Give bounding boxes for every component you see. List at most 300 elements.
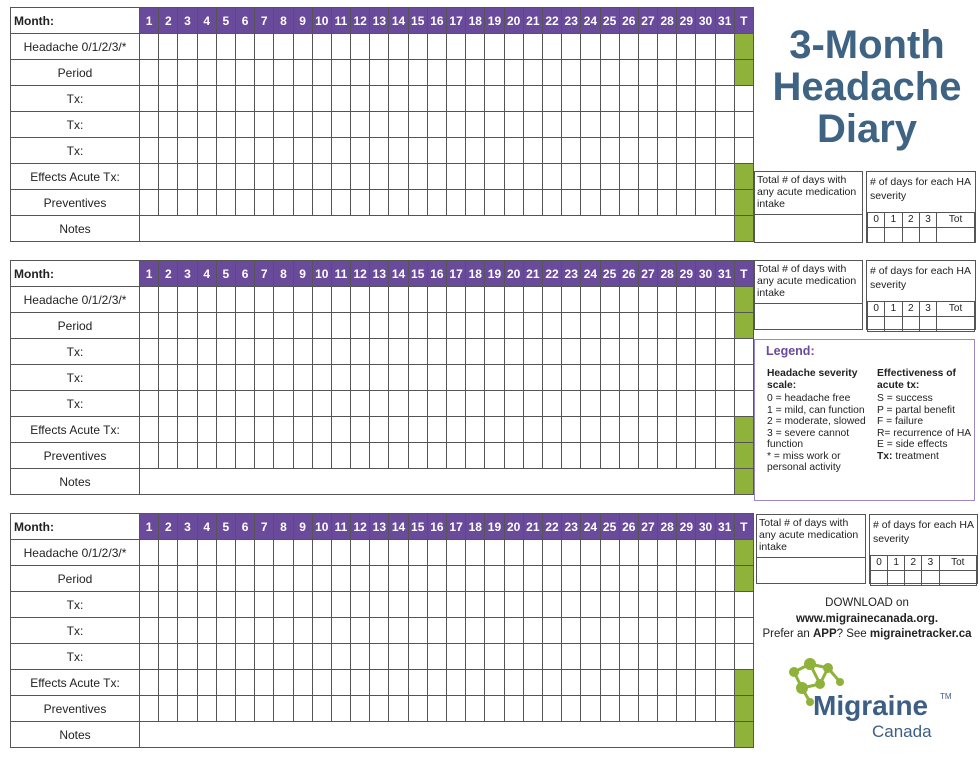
day-cell[interactable] [504, 138, 523, 164]
day-cell[interactable] [485, 696, 504, 722]
day-cell[interactable] [523, 365, 542, 391]
day-cell[interactable] [293, 618, 312, 644]
day-cell[interactable] [216, 313, 235, 339]
day-cell[interactable] [504, 190, 523, 216]
day-cell[interactable] [159, 287, 178, 313]
day-cell[interactable] [178, 618, 197, 644]
day-cell[interactable] [197, 190, 216, 216]
day-cell[interactable] [312, 60, 331, 86]
day-cell[interactable] [408, 644, 427, 670]
day-cell[interactable] [293, 86, 312, 112]
day-cell[interactable] [331, 60, 350, 86]
day-cell[interactable] [523, 112, 542, 138]
day-cell[interactable] [715, 417, 734, 443]
day-cell[interactable] [562, 618, 581, 644]
day-cell[interactable] [159, 618, 178, 644]
day-cell[interactable] [370, 618, 389, 644]
day-cell[interactable] [370, 391, 389, 417]
day-cell[interactable] [600, 34, 619, 60]
day-cell[interactable] [619, 313, 638, 339]
day-cell[interactable] [677, 60, 696, 86]
severity-count-cell[interactable] [902, 228, 919, 243]
day-cell[interactable] [159, 417, 178, 443]
day-cell[interactable] [427, 417, 446, 443]
day-cell[interactable] [427, 339, 446, 365]
day-cell[interactable] [293, 443, 312, 469]
day-cell[interactable] [216, 112, 235, 138]
day-cell[interactable] [389, 60, 408, 86]
day-cell[interactable] [178, 391, 197, 417]
day-cell[interactable] [235, 164, 254, 190]
total-cell[interactable] [734, 391, 753, 417]
day-cell[interactable] [696, 670, 715, 696]
day-cell[interactable] [408, 540, 427, 566]
day-cell[interactable] [197, 696, 216, 722]
day-cell[interactable] [600, 190, 619, 216]
day-cell[interactable] [562, 644, 581, 670]
day-cell[interactable] [408, 287, 427, 313]
day-cell[interactable] [159, 60, 178, 86]
day-cell[interactable] [197, 566, 216, 592]
day-cell[interactable] [389, 190, 408, 216]
day-cell[interactable] [140, 540, 159, 566]
day-cell[interactable] [485, 86, 504, 112]
day-cell[interactable] [274, 365, 293, 391]
day-cell[interactable] [408, 190, 427, 216]
day-cell[interactable] [255, 540, 274, 566]
day-cell[interactable] [523, 592, 542, 618]
day-cell[interactable] [235, 313, 254, 339]
day-cell[interactable] [178, 138, 197, 164]
day-cell[interactable] [408, 112, 427, 138]
day-cell[interactable] [197, 644, 216, 670]
day-cell[interactable] [255, 365, 274, 391]
day-cell[interactable] [523, 190, 542, 216]
day-cell[interactable] [427, 365, 446, 391]
day-cell[interactable] [312, 190, 331, 216]
day-cell[interactable] [140, 112, 159, 138]
day-cell[interactable] [485, 618, 504, 644]
total-cell[interactable] [734, 722, 753, 748]
day-cell[interactable] [216, 164, 235, 190]
day-cell[interactable] [178, 644, 197, 670]
day-cell[interactable] [523, 566, 542, 592]
day-cell[interactable] [677, 417, 696, 443]
day-cell[interactable] [216, 592, 235, 618]
day-cell[interactable] [638, 592, 657, 618]
total-cell[interactable] [734, 443, 753, 469]
day-cell[interactable] [216, 190, 235, 216]
total-cell[interactable] [734, 86, 753, 112]
day-cell[interactable] [159, 339, 178, 365]
day-cell[interactable] [351, 287, 370, 313]
day-cell[interactable] [140, 696, 159, 722]
day-cell[interactable] [351, 618, 370, 644]
day-cell[interactable] [581, 86, 600, 112]
day-cell[interactable] [408, 592, 427, 618]
day-cell[interactable] [274, 313, 293, 339]
day-cell[interactable] [331, 365, 350, 391]
day-cell[interactable] [235, 34, 254, 60]
day-cell[interactable] [235, 443, 254, 469]
day-cell[interactable] [562, 443, 581, 469]
day-cell[interactable] [389, 566, 408, 592]
day-cell[interactable] [523, 417, 542, 443]
day-cell[interactable] [197, 287, 216, 313]
day-cell[interactable] [427, 566, 446, 592]
day-cell[interactable] [178, 60, 197, 86]
day-cell[interactable] [542, 592, 561, 618]
day-cell[interactable] [447, 696, 466, 722]
day-cell[interactable] [658, 696, 677, 722]
day-cell[interactable] [696, 287, 715, 313]
day-cell[interactable] [293, 138, 312, 164]
day-cell[interactable] [235, 138, 254, 164]
day-cell[interactable] [485, 112, 504, 138]
day-cell[interactable] [619, 164, 638, 190]
day-cell[interactable] [696, 138, 715, 164]
day-cell[interactable] [274, 34, 293, 60]
notes-cell[interactable] [140, 722, 735, 748]
day-cell[interactable] [542, 391, 561, 417]
day-cell[interactable] [293, 313, 312, 339]
severity-count-cell[interactable] [939, 571, 977, 586]
day-cell[interactable] [581, 592, 600, 618]
day-cell[interactable] [389, 339, 408, 365]
day-cell[interactable] [523, 287, 542, 313]
day-cell[interactable] [235, 618, 254, 644]
day-cell[interactable] [408, 138, 427, 164]
day-cell[interactable] [658, 417, 677, 443]
day-cell[interactable] [715, 60, 734, 86]
day-cell[interactable] [619, 190, 638, 216]
day-cell[interactable] [658, 112, 677, 138]
day-cell[interactable] [159, 365, 178, 391]
day-cell[interactable] [408, 313, 427, 339]
day-cell[interactable] [389, 112, 408, 138]
day-cell[interactable] [312, 164, 331, 190]
day-cell[interactable] [274, 339, 293, 365]
day-cell[interactable] [447, 190, 466, 216]
day-cell[interactable] [600, 566, 619, 592]
day-cell[interactable] [197, 138, 216, 164]
day-cell[interactable] [504, 365, 523, 391]
day-cell[interactable] [658, 391, 677, 417]
day-cell[interactable] [638, 34, 657, 60]
day-cell[interactable] [408, 34, 427, 60]
day-cell[interactable] [638, 566, 657, 592]
day-cell[interactable] [715, 138, 734, 164]
day-cell[interactable] [485, 287, 504, 313]
day-cell[interactable] [581, 365, 600, 391]
day-cell[interactable] [447, 592, 466, 618]
day-cell[interactable] [197, 391, 216, 417]
day-cell[interactable] [696, 391, 715, 417]
total-cell[interactable] [734, 60, 753, 86]
day-cell[interactable] [370, 644, 389, 670]
day-cell[interactable] [274, 417, 293, 443]
day-cell[interactable] [159, 190, 178, 216]
day-cell[interactable] [581, 60, 600, 86]
day-cell[interactable] [351, 164, 370, 190]
day-cell[interactable] [159, 540, 178, 566]
day-cell[interactable] [619, 618, 638, 644]
day-cell[interactable] [523, 34, 542, 60]
day-cell[interactable] [581, 644, 600, 670]
day-cell[interactable] [274, 60, 293, 86]
day-cell[interactable] [696, 696, 715, 722]
day-cell[interactable] [427, 34, 446, 60]
day-cell[interactable] [312, 540, 331, 566]
day-cell[interactable] [178, 190, 197, 216]
day-cell[interactable] [197, 670, 216, 696]
day-cell[interactable] [408, 60, 427, 86]
day-cell[interactable] [197, 164, 216, 190]
day-cell[interactable] [542, 164, 561, 190]
day-cell[interactable] [312, 339, 331, 365]
day-cell[interactable] [370, 112, 389, 138]
day-cell[interactable] [581, 443, 600, 469]
day-cell[interactable] [370, 138, 389, 164]
day-cell[interactable] [351, 566, 370, 592]
day-cell[interactable] [159, 391, 178, 417]
day-cell[interactable] [447, 566, 466, 592]
day-cell[interactable] [178, 540, 197, 566]
day-cell[interactable] [159, 34, 178, 60]
day-cell[interactable] [619, 644, 638, 670]
severity-count-cell[interactable] [937, 317, 975, 332]
day-cell[interactable] [619, 60, 638, 86]
day-cell[interactable] [638, 287, 657, 313]
day-cell[interactable] [389, 417, 408, 443]
day-cell[interactable] [677, 164, 696, 190]
day-cell[interactable] [312, 443, 331, 469]
day-cell[interactable] [197, 417, 216, 443]
day-cell[interactable] [715, 190, 734, 216]
day-cell[interactable] [140, 60, 159, 86]
day-cell[interactable] [447, 540, 466, 566]
day-cell[interactable] [370, 592, 389, 618]
day-cell[interactable] [255, 443, 274, 469]
day-cell[interactable] [331, 417, 350, 443]
day-cell[interactable] [485, 60, 504, 86]
day-cell[interactable] [235, 339, 254, 365]
day-cell[interactable] [216, 644, 235, 670]
day-cell[interactable] [351, 365, 370, 391]
day-cell[interactable] [466, 60, 485, 86]
day-cell[interactable] [389, 287, 408, 313]
day-cell[interactable] [715, 313, 734, 339]
day-cell[interactable] [312, 112, 331, 138]
day-cell[interactable] [485, 417, 504, 443]
day-cell[interactable] [562, 696, 581, 722]
day-cell[interactable] [389, 86, 408, 112]
day-cell[interactable] [504, 287, 523, 313]
day-cell[interactable] [542, 138, 561, 164]
day-cell[interactable] [312, 138, 331, 164]
day-cell[interactable] [351, 670, 370, 696]
total-cell[interactable] [734, 644, 753, 670]
severity-count-cell[interactable] [871, 571, 888, 586]
day-cell[interactable] [235, 287, 254, 313]
day-cell[interactable] [581, 566, 600, 592]
day-cell[interactable] [389, 540, 408, 566]
day-cell[interactable] [197, 540, 216, 566]
day-cell[interactable] [408, 443, 427, 469]
day-cell[interactable] [677, 365, 696, 391]
day-cell[interactable] [293, 34, 312, 60]
day-cell[interactable] [696, 417, 715, 443]
day-cell[interactable] [351, 696, 370, 722]
day-cell[interactable] [140, 592, 159, 618]
day-cell[interactable] [293, 112, 312, 138]
day-cell[interactable] [504, 696, 523, 722]
day-cell[interactable] [255, 86, 274, 112]
day-cell[interactable] [140, 190, 159, 216]
day-cell[interactable] [485, 190, 504, 216]
day-cell[interactable] [140, 164, 159, 190]
day-cell[interactable] [235, 86, 254, 112]
day-cell[interactable] [408, 566, 427, 592]
day-cell[interactable] [235, 696, 254, 722]
day-cell[interactable] [658, 86, 677, 112]
day-cell[interactable] [427, 696, 446, 722]
day-cell[interactable] [216, 365, 235, 391]
day-cell[interactable] [293, 540, 312, 566]
day-cell[interactable] [715, 391, 734, 417]
day-cell[interactable] [408, 164, 427, 190]
day-cell[interactable] [216, 60, 235, 86]
day-cell[interactable] [715, 34, 734, 60]
day-cell[interactable] [696, 164, 715, 190]
day-cell[interactable] [581, 391, 600, 417]
day-cell[interactable] [562, 540, 581, 566]
day-cell[interactable] [427, 592, 446, 618]
day-cell[interactable] [178, 86, 197, 112]
day-cell[interactable] [140, 618, 159, 644]
day-cell[interactable] [677, 618, 696, 644]
day-cell[interactable] [389, 618, 408, 644]
day-cell[interactable] [216, 86, 235, 112]
day-cell[interactable] [159, 592, 178, 618]
day-cell[interactable] [600, 618, 619, 644]
day-cell[interactable] [638, 696, 657, 722]
day-cell[interactable] [331, 618, 350, 644]
day-cell[interactable] [638, 391, 657, 417]
day-cell[interactable] [255, 618, 274, 644]
severity-count-cell[interactable] [937, 228, 975, 243]
day-cell[interactable] [466, 566, 485, 592]
day-cell[interactable] [197, 313, 216, 339]
day-cell[interactable] [581, 287, 600, 313]
day-cell[interactable] [504, 34, 523, 60]
day-cell[interactable] [715, 696, 734, 722]
day-cell[interactable] [331, 138, 350, 164]
day-cell[interactable] [389, 365, 408, 391]
day-cell[interactable] [485, 34, 504, 60]
day-cell[interactable] [293, 592, 312, 618]
day-cell[interactable] [542, 287, 561, 313]
day-cell[interactable] [600, 670, 619, 696]
total-cell[interactable] [734, 592, 753, 618]
day-cell[interactable] [523, 313, 542, 339]
day-cell[interactable] [178, 313, 197, 339]
day-cell[interactable] [312, 287, 331, 313]
day-cell[interactable] [427, 164, 446, 190]
day-cell[interactable] [255, 644, 274, 670]
day-cell[interactable] [235, 60, 254, 86]
day-cell[interactable] [331, 566, 350, 592]
day-cell[interactable] [331, 164, 350, 190]
day-cell[interactable] [370, 443, 389, 469]
day-cell[interactable] [255, 164, 274, 190]
day-cell[interactable] [696, 365, 715, 391]
day-cell[interactable] [312, 696, 331, 722]
severity-count-cell[interactable] [919, 317, 936, 332]
day-cell[interactable] [408, 696, 427, 722]
day-cell[interactable] [466, 287, 485, 313]
day-cell[interactable] [581, 339, 600, 365]
day-cell[interactable] [562, 339, 581, 365]
day-cell[interactable] [255, 60, 274, 86]
day-cell[interactable] [658, 443, 677, 469]
day-cell[interactable] [677, 696, 696, 722]
severity-count-cell[interactable] [885, 228, 902, 243]
day-cell[interactable] [466, 34, 485, 60]
day-cell[interactable] [447, 287, 466, 313]
day-cell[interactable] [140, 443, 159, 469]
day-cell[interactable] [658, 566, 677, 592]
day-cell[interactable] [351, 391, 370, 417]
day-cell[interactable] [677, 391, 696, 417]
day-cell[interactable] [427, 86, 446, 112]
day-cell[interactable] [696, 644, 715, 670]
day-cell[interactable] [331, 443, 350, 469]
day-cell[interactable] [542, 566, 561, 592]
day-cell[interactable] [504, 644, 523, 670]
day-cell[interactable] [504, 112, 523, 138]
day-cell[interactable] [370, 417, 389, 443]
day-cell[interactable] [466, 670, 485, 696]
day-cell[interactable] [562, 592, 581, 618]
day-cell[interactable] [370, 34, 389, 60]
day-cell[interactable] [197, 618, 216, 644]
day-cell[interactable] [523, 391, 542, 417]
day-cell[interactable] [619, 696, 638, 722]
day-cell[interactable] [427, 190, 446, 216]
day-cell[interactable] [351, 417, 370, 443]
day-cell[interactable] [677, 540, 696, 566]
day-cell[interactable] [351, 138, 370, 164]
day-cell[interactable] [255, 112, 274, 138]
day-cell[interactable] [370, 339, 389, 365]
day-cell[interactable] [677, 112, 696, 138]
day-cell[interactable] [504, 339, 523, 365]
total-cell[interactable] [734, 417, 753, 443]
day-cell[interactable] [255, 417, 274, 443]
day-cell[interactable] [542, 644, 561, 670]
day-cell[interactable] [638, 86, 657, 112]
day-cell[interactable] [542, 112, 561, 138]
day-cell[interactable] [140, 566, 159, 592]
day-cell[interactable] [427, 112, 446, 138]
day-cell[interactable] [715, 365, 734, 391]
day-cell[interactable] [197, 339, 216, 365]
day-cell[interactable] [485, 566, 504, 592]
day-cell[interactable] [466, 644, 485, 670]
day-cell[interactable] [408, 391, 427, 417]
day-cell[interactable] [658, 138, 677, 164]
